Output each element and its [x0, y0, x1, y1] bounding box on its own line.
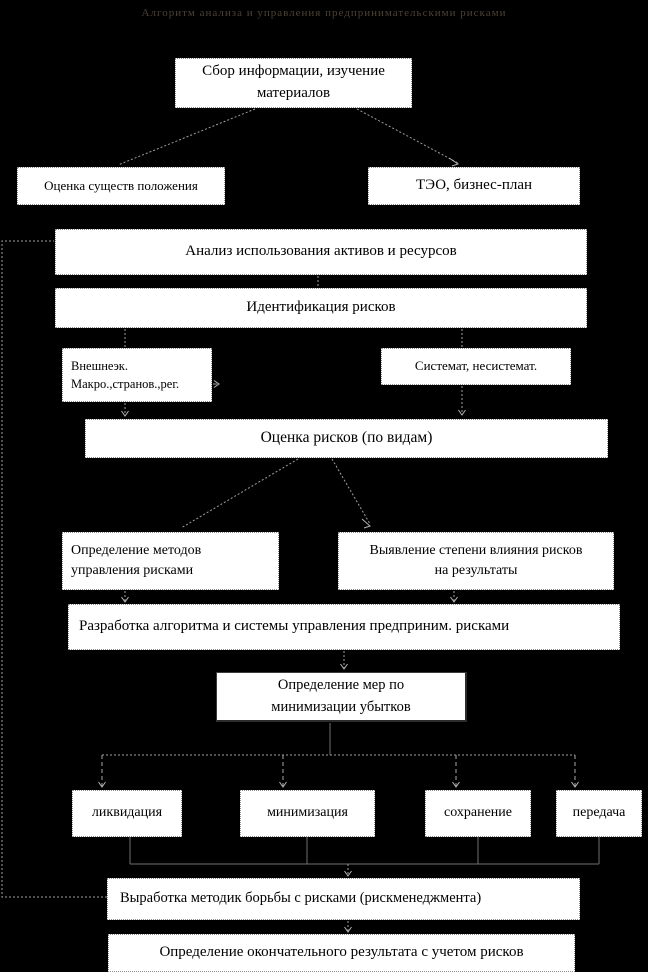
arrowhead-down-icon [451, 597, 458, 602]
arrowhead-down-icon [572, 782, 579, 787]
connector-assessment-to-impact [332, 459, 370, 524]
box-minimization [240, 790, 375, 837]
box-algorithm-development [68, 604, 620, 650]
box-label: Разработка алгоритма и системы управления предприним. рисками [79, 618, 510, 635]
arrowhead-down-icon [345, 871, 352, 876]
box-collect-info [175, 58, 412, 108]
box-label: Внешнеэк. [71, 358, 129, 373]
box-methods-development [107, 878, 580, 920]
box-label: Выявление степени влияния рисков [369, 542, 583, 558]
box-risk-assessment [85, 419, 608, 458]
box-label: передача [572, 805, 626, 821]
box-label: Оценка рисков (по видам) [260, 429, 433, 447]
box-label: Выработка методик борьбы с рисками (рискменеджмента) [120, 890, 482, 907]
box-label: Определение мер по [277, 677, 405, 694]
box-label: Сбор информации, изучение [202, 63, 385, 80]
box-label: Идентификация рисков [246, 299, 396, 316]
diagram-title: Алгоритм анализа и управления предпринимательскими рисками [141, 7, 507, 19]
arrowhead-down-right-icon [449, 158, 458, 166]
box-risk-identification [55, 288, 587, 328]
box-liquidation [72, 790, 182, 837]
box-label: Макро.,странов.,рег. [71, 377, 180, 391]
arrowhead-down-icon [280, 782, 287, 787]
box-systematic-risks [381, 348, 571, 385]
box-label: материалов [256, 85, 331, 101]
box-label: управления рисками [71, 563, 194, 578]
arrowhead-down-icon [99, 782, 106, 787]
arrowhead-right-icon [214, 381, 219, 388]
box-label: Определение методов [71, 542, 202, 558]
arrowhead-down-right-icon [362, 519, 370, 528]
connector-diagonal-right [357, 109, 458, 163]
box-label: ликвидация [91, 805, 163, 821]
box-label: на результаты [434, 563, 518, 578]
arrowhead-down-icon [453, 782, 460, 787]
arrowhead-down-icon [341, 664, 348, 669]
arrowhead-down-icon [122, 597, 129, 602]
box-label: Анализ использования активов и ресурсов [185, 243, 457, 260]
box-label: сохранение [444, 805, 512, 821]
arrowhead-down-icon [122, 411, 129, 416]
box-external-risks [62, 348, 212, 402]
arrowhead-down-icon [459, 410, 466, 415]
box-feasibility [368, 167, 580, 205]
box-label: Системат, несистемат. [414, 358, 538, 374]
box-label: минимизация [267, 805, 348, 821]
box-transfer [556, 790, 642, 837]
box-final-result [108, 934, 575, 972]
box-retention [425, 790, 531, 837]
box-loss-minimization [216, 672, 467, 722]
box-assess-position [17, 167, 225, 205]
box-asset-analysis [55, 229, 587, 275]
box-label: Оценка существ положения [44, 177, 198, 193]
connector-assessment-to-methods [181, 459, 298, 528]
box-methods-determination [62, 532, 279, 590]
box-label: Определение окончательного результата с учетом рисков [159, 944, 524, 961]
connector-diagonal-left [118, 109, 255, 165]
box-impact-identification [338, 532, 614, 590]
box-label: минимизации убытков [271, 698, 411, 715]
box-label: ТЭО, бизнес-план [415, 177, 533, 194]
arrowhead-down-icon [345, 927, 352, 932]
